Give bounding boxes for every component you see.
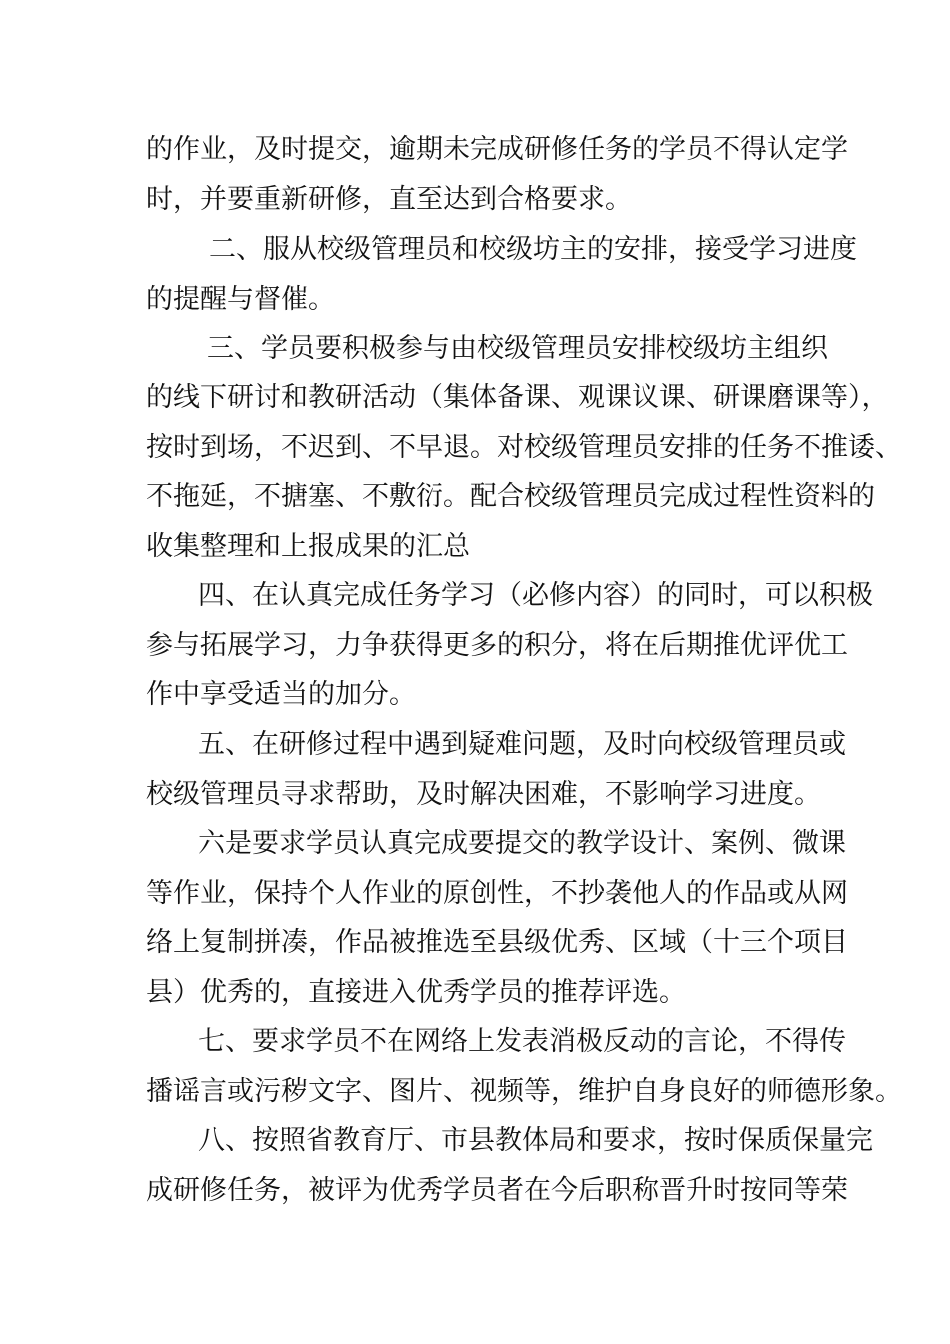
text-line: 等作业，保持个人作业的原创性，不抄袭他人的作品或从网 bbox=[146, 878, 848, 909]
paragraph-6-line: 六是要求学员认真完成要提交的教学设计、案例、微课 bbox=[198, 828, 846, 859]
text-line: 成研修任务，被评为优秀学员者在今后职称晋升时按同等荣 bbox=[146, 1175, 848, 1206]
paragraph-7-line: 七、要求学员不在网络上发表消极反动的言论，不得传 bbox=[198, 1026, 846, 1057]
paragraph-3-line: 三、学员要积极参与由校级管理员安排校级坊主组织 bbox=[207, 333, 828, 364]
text-line: 的作业，及时提交，逾期未完成研修任务的学员不得认定学 bbox=[146, 134, 848, 165]
text-line: 的线下研讨和教研活动（集体备课、观课议课、研课磨课等）， bbox=[146, 382, 889, 413]
text-line: 收集整理和上报成果的汇总 bbox=[146, 531, 470, 562]
text-line: 时，并要重新研修，直至达到合格要求。 bbox=[146, 184, 632, 215]
text-line: 参与拓展学习，力争获得更多的积分，将在后期推优评优工 bbox=[146, 630, 848, 661]
text-line: 作中享受适当的加分。 bbox=[146, 679, 416, 710]
text-line: 不拖延，不搪塞、不敷衍。配合校级管理员完成过程性资料的 bbox=[146, 481, 875, 512]
text-line: 县）优秀的，直接进入优秀学员的推荐评选。 bbox=[146, 977, 686, 1008]
text-line: 播谣言或污秽文字、图片、视频等，维护自身良好的师德形象。 bbox=[146, 1076, 902, 1107]
text-line: 络上复制拼凑，作品被推选至县级优秀、区域（十三个项目 bbox=[146, 927, 848, 958]
paragraph-4-line: 四、在认真完成任务学习（必修内容）的同时，可以积极 bbox=[198, 580, 873, 611]
text-line: 校级管理员寻求帮助，及时解决困难，不影响学习进度。 bbox=[146, 779, 821, 810]
text-line: 按时到场，不迟到、不早退。对校级管理员安排的任务不推诿、 bbox=[146, 432, 902, 463]
paragraph-2-line: 二、服从校级管理员和校级坊主的安排，接受学习进度 bbox=[209, 234, 857, 265]
paragraph-8-line: 八、按照省教育厅、市县教体局和要求，按时保质保量完 bbox=[198, 1125, 873, 1156]
paragraph-5-line: 五、在研修过程中遇到疑难问题，及时向校级管理员或 bbox=[198, 729, 846, 760]
text-line: 的提醒与督催。 bbox=[146, 284, 335, 315]
